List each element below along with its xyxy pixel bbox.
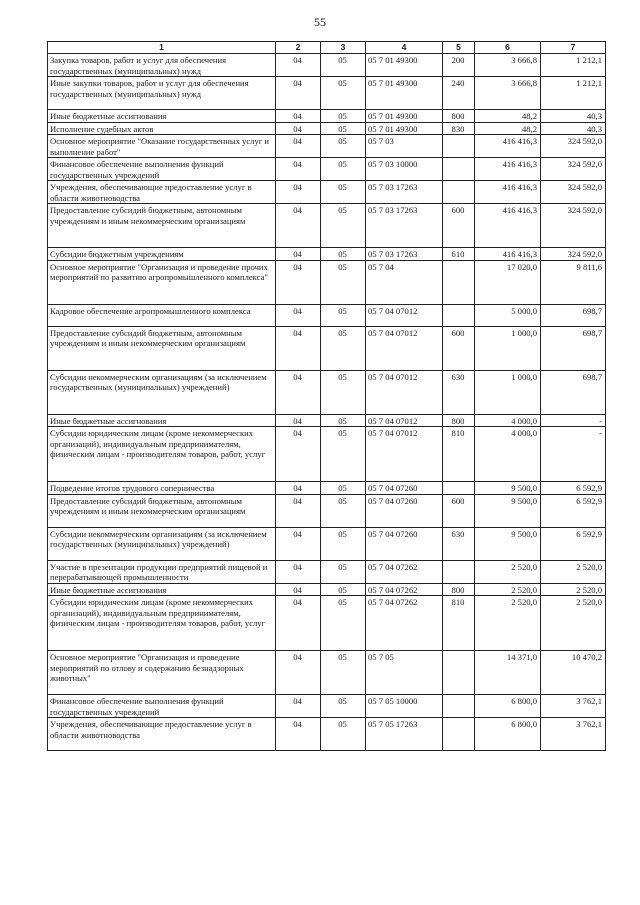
row-value-2: 9 811,6	[541, 260, 606, 304]
row-target-code: 05 7 04 07260	[366, 494, 443, 527]
row-name: Иные бюджетные ассигнования	[48, 583, 276, 596]
row-expense-type	[443, 695, 475, 718]
row-name: Закупка товаров, работ и услуг для обеспечения государственных (муниципальных) нужд	[48, 54, 276, 77]
header-col-1: 1	[48, 42, 276, 54]
row-value-1: 9 500,0	[475, 527, 541, 560]
header-col-2: 2	[276, 42, 321, 54]
row-value-1: 6 800,0	[475, 718, 541, 751]
row-value-1: 4 000,0	[475, 414, 541, 427]
row-expense-type: 600	[443, 326, 475, 370]
row-expense-type: 240	[443, 77, 475, 110]
row-value-1: 416 416,3	[475, 158, 541, 181]
row-target-code: 05 7 01 49300	[366, 54, 443, 77]
table-row	[48, 181, 606, 204]
row-expense-type: 630	[443, 527, 475, 560]
row-subsection: 05	[321, 110, 366, 123]
row-name: Кадровое обеспечение агропромышленного комплекса	[48, 304, 276, 326]
row-value-2: -	[541, 427, 606, 482]
table-row	[48, 326, 606, 370]
row-section: 04	[276, 181, 321, 204]
row-target-code: 05 7 03	[366, 135, 443, 158]
row-value-1: 2 520,0	[475, 583, 541, 596]
row-section: 04	[276, 583, 321, 596]
row-target-code: 05 7 03 17263	[366, 181, 443, 204]
row-section: 04	[276, 695, 321, 718]
row-value-2: 3 762,1	[541, 718, 606, 751]
row-expense-type: 800	[443, 414, 475, 427]
row-section: 04	[276, 596, 321, 651]
row-name: Участие в презентации продукции предприятий пищевой и перерабатывающей промышленности	[48, 560, 276, 583]
row-subsection: 05	[321, 651, 366, 695]
header-col-7: 7	[541, 42, 606, 54]
row-name: Субсидии юридическим лицам (кроме некоммерческих организаций), индивидуальным предпринимателям, физическим лицам - производителям товаров, работ, услуг	[48, 596, 276, 651]
row-value-2: 2 520,0	[541, 596, 606, 651]
row-target-code: 05 7 04 07012	[366, 326, 443, 370]
row-section: 04	[276, 54, 321, 77]
row-name: Субсидии некоммерческим организациям (за исключением государственных (муниципальных) учреждений)	[48, 527, 276, 560]
row-name: Предоставление субсидий бюджетным, автономным учреждениям и иным некоммерческим организациям	[48, 204, 276, 248]
row-section: 04	[276, 248, 321, 261]
table-row	[48, 304, 606, 326]
table-row	[48, 560, 606, 583]
row-name: Субсидии некоммерческим организациям (за исключением государственных (муниципальных) учреждений)	[48, 370, 276, 414]
row-name: Подведение итогов трудового соперничества	[48, 482, 276, 495]
row-value-2: 1 212,1	[541, 77, 606, 110]
row-section: 04	[276, 158, 321, 181]
row-target-code: 05 7 04 07012	[366, 304, 443, 326]
row-name: Иные бюджетные ассигнования	[48, 414, 276, 427]
row-value-1: 416 416,3	[475, 181, 541, 204]
row-name: Основное мероприятие "Организация и проведение прочих мероприятий по развитию агропромышленного комплекса"	[48, 260, 276, 304]
row-name: Основное мероприятие "Организация и проведение мероприятий по отлову и содержанию безнадзорных животных"	[48, 651, 276, 695]
row-expense-type	[443, 304, 475, 326]
row-value-2: -	[541, 414, 606, 427]
table-row	[48, 77, 606, 110]
row-subsection: 05	[321, 248, 366, 261]
page-number: 55	[314, 15, 326, 29]
row-target-code: 05 7 04 07260	[366, 482, 443, 495]
row-value-2: 2 520,0	[541, 560, 606, 583]
row-subsection: 05	[321, 326, 366, 370]
row-value-2: 324 592,0	[541, 158, 606, 181]
row-expense-type	[443, 135, 475, 158]
row-expense-type: 800	[443, 583, 475, 596]
row-value-1: 9 500,0	[475, 482, 541, 495]
row-target-code: 05 7 01 49300	[366, 110, 443, 123]
row-value-2: 6 592,9	[541, 494, 606, 527]
row-section: 04	[276, 427, 321, 482]
row-section: 04	[276, 135, 321, 158]
table-row	[48, 158, 606, 181]
row-name: Иные бюджетные ассигнования	[48, 110, 276, 123]
row-value-2: 698,7	[541, 370, 606, 414]
row-target-code: 05 7 03 17263	[366, 248, 443, 261]
row-subsection: 05	[321, 204, 366, 248]
row-target-code: 05 7 05 10000	[366, 695, 443, 718]
row-expense-type	[443, 181, 475, 204]
row-expense-type: 810	[443, 427, 475, 482]
table-row	[48, 596, 606, 651]
table-row	[48, 427, 606, 482]
row-name: Финансовое обеспечение выполнения функций государственных учреждений	[48, 695, 276, 718]
row-expense-type: 810	[443, 596, 475, 651]
row-subsection: 05	[321, 527, 366, 560]
row-name: Учреждения, обеспечивающие предоставление услуг в области животноводства	[48, 718, 276, 751]
row-subsection: 05	[321, 77, 366, 110]
row-target-code: 05 7 01 49300	[366, 122, 443, 135]
row-value-2: 324 592,0	[541, 181, 606, 204]
row-target-code: 05 7 04 07012	[366, 370, 443, 414]
table-row	[48, 122, 606, 135]
table-row	[48, 54, 606, 77]
table-row	[48, 110, 606, 123]
table-row	[48, 482, 606, 495]
row-value-2: 10 470,2	[541, 651, 606, 695]
row-value-1: 6 800,0	[475, 695, 541, 718]
row-target-code: 05 7 04 07012	[366, 427, 443, 482]
row-value-1: 1 000,0	[475, 326, 541, 370]
row-name: Исполнение судебных актов	[48, 122, 276, 135]
row-section: 04	[276, 260, 321, 304]
budget-table	[47, 41, 606, 751]
row-value-1: 48,2	[475, 122, 541, 135]
table-row	[48, 135, 606, 158]
table-row	[48, 718, 606, 751]
row-expense-type: 630	[443, 370, 475, 414]
row-expense-type	[443, 651, 475, 695]
row-name: Субсидии бюджетным учреждениям	[48, 248, 276, 261]
row-name: Иные закупки товаров, работ и услуг для обеспечения государственных (муниципальных) нужд	[48, 77, 276, 110]
row-subsection: 05	[321, 122, 366, 135]
row-value-2: 40,3	[541, 122, 606, 135]
row-expense-type: 800	[443, 110, 475, 123]
row-subsection: 05	[321, 370, 366, 414]
row-value-1: 416 416,3	[475, 204, 541, 248]
row-value-2: 40,3	[541, 110, 606, 123]
row-name: Основное мероприятие "Оказание государственных услуг и выполнение работ"	[48, 135, 276, 158]
row-section: 04	[276, 527, 321, 560]
row-section: 04	[276, 77, 321, 110]
table-row	[48, 414, 606, 427]
row-value-2: 698,7	[541, 326, 606, 370]
row-target-code: 05 7 04	[366, 260, 443, 304]
row-value-2: 324 592,0	[541, 248, 606, 261]
row-subsection: 05	[321, 427, 366, 482]
row-name: Предоставление субсидий бюджетным, автономным учреждениям и иным некоммерческим организациям	[48, 494, 276, 527]
row-section: 04	[276, 482, 321, 495]
row-expense-type: 830	[443, 122, 475, 135]
row-expense-type: 610	[443, 248, 475, 261]
row-value-1: 416 416,3	[475, 248, 541, 261]
table-row	[48, 695, 606, 718]
row-expense-type	[443, 560, 475, 583]
row-subsection: 05	[321, 560, 366, 583]
row-section: 04	[276, 651, 321, 695]
row-target-code: 05 7 04 07262	[366, 583, 443, 596]
row-expense-type	[443, 158, 475, 181]
row-subsection: 05	[321, 695, 366, 718]
row-name: Финансовое обеспечение выполнения функций государственных учреждений	[48, 158, 276, 181]
row-value-1: 5 000,0	[475, 304, 541, 326]
row-value-2: 1 212,1	[541, 54, 606, 77]
row-section: 04	[276, 560, 321, 583]
row-target-code: 05 7 05 17263	[366, 718, 443, 751]
row-section: 04	[276, 718, 321, 751]
row-section: 04	[276, 122, 321, 135]
row-value-1: 4 000,0	[475, 427, 541, 482]
header-col-4: 4	[366, 42, 443, 54]
row-expense-type: 600	[443, 204, 475, 248]
row-section: 04	[276, 370, 321, 414]
row-target-code: 05 7 04 07262	[366, 596, 443, 651]
row-subsection: 05	[321, 494, 366, 527]
row-value-1: 9 500,0	[475, 494, 541, 527]
table-row	[48, 651, 606, 695]
row-subsection: 05	[321, 718, 366, 751]
row-section: 04	[276, 414, 321, 427]
table-row	[48, 204, 606, 248]
row-target-code: 05 7 03 17263	[366, 204, 443, 248]
table-row	[48, 494, 606, 527]
row-subsection: 05	[321, 482, 366, 495]
table-row	[48, 370, 606, 414]
row-expense-type	[443, 718, 475, 751]
row-value-2: 6 592,9	[541, 482, 606, 495]
row-section: 04	[276, 326, 321, 370]
row-subsection: 05	[321, 260, 366, 304]
row-name: Учреждения, обеспечивающие предоставление услуг в области животноводства	[48, 181, 276, 204]
row-value-1: 416 416,3	[475, 135, 541, 158]
table-row	[48, 583, 606, 596]
row-value-2: 3 762,1	[541, 695, 606, 718]
row-value-2: 698,7	[541, 304, 606, 326]
row-value-1: 17 020,0	[475, 260, 541, 304]
row-expense-type: 200	[443, 54, 475, 77]
row-target-code: 05 7 01 49300	[366, 77, 443, 110]
table-row	[48, 248, 606, 261]
row-target-code: 05 7 04 07262	[366, 560, 443, 583]
row-subsection: 05	[321, 181, 366, 204]
row-value-2: 2 520,0	[541, 583, 606, 596]
header-col-5: 5	[443, 42, 475, 54]
row-subsection: 05	[321, 596, 366, 651]
row-subsection: 05	[321, 583, 366, 596]
row-expense-type	[443, 260, 475, 304]
row-name: Субсидии юридическим лицам (кроме некоммерческих организаций), индивидуальным предпринимателям, физическим лицам - производителям товаров, работ, услуг	[48, 427, 276, 482]
row-expense-type	[443, 482, 475, 495]
row-target-code: 05 7 04 07012	[366, 414, 443, 427]
row-target-code: 05 7 05	[366, 651, 443, 695]
row-value-1: 14 371,0	[475, 651, 541, 695]
table-row	[48, 527, 606, 560]
row-subsection: 05	[321, 414, 366, 427]
row-expense-type: 600	[443, 494, 475, 527]
row-subsection: 05	[321, 54, 366, 77]
header-row	[48, 42, 606, 54]
row-subsection: 05	[321, 158, 366, 181]
row-section: 04	[276, 110, 321, 123]
row-value-2: 6 592,9	[541, 527, 606, 560]
row-section: 04	[276, 304, 321, 326]
header-col-3: 3	[321, 42, 366, 54]
row-target-code: 05 7 03 10000	[366, 158, 443, 181]
row-value-1: 3 666,8	[475, 77, 541, 110]
row-target-code: 05 7 04 07260	[366, 527, 443, 560]
row-value-1: 3 666,8	[475, 54, 541, 77]
header-col-6: 6	[475, 42, 541, 54]
row-value-2: 324 592,0	[541, 135, 606, 158]
row-value-1: 2 520,0	[475, 596, 541, 651]
row-value-1: 2 520,0	[475, 560, 541, 583]
row-name: Предоставление субсидий бюджетным, автономным учреждениям и иным некоммерческим организациям	[48, 326, 276, 370]
row-section: 04	[276, 494, 321, 527]
table-row	[48, 260, 606, 304]
row-value-2: 324 592,0	[541, 204, 606, 248]
row-subsection: 05	[321, 135, 366, 158]
row-value-1: 48,2	[475, 110, 541, 123]
row-section: 04	[276, 204, 321, 248]
row-subsection: 05	[321, 304, 366, 326]
row-value-1: 1 000,0	[475, 370, 541, 414]
